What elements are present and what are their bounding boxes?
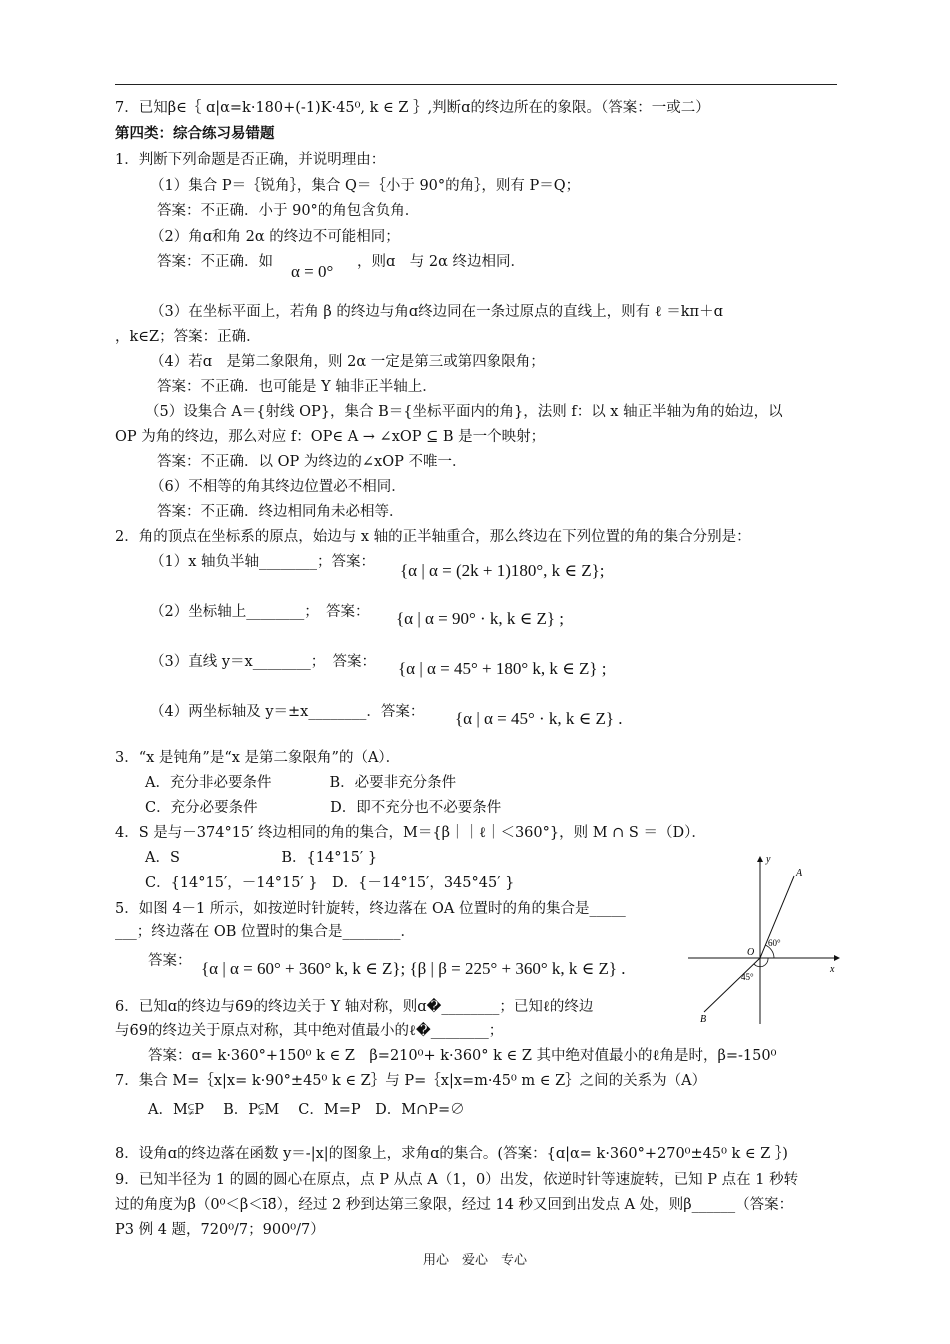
q5-cont: ___；终边落在 OB 位置时的集合是________． bbox=[115, 924, 416, 940]
formula-q5: {α | α = 60° + 360° k, k ∈ Z}; {β | β = 225° + 360° k, k ∈ Z} . bbox=[201, 959, 626, 978]
section-title: 第四类：综合练习易错题 bbox=[115, 125, 275, 142]
q3-options-ab: A．充分非必要条件 B．必要非充分条件 bbox=[145, 775, 457, 791]
q6-cont: 与6̄9的终边关于原点对称，其中绝对值最小的ℓ�________； bbox=[115, 1023, 504, 1039]
q2-4: （4）两坐标轴及 y＝±x________．答案： bbox=[150, 704, 425, 720]
q1-1-answer: 答案：不正确．小于 90°的角包含负角． bbox=[157, 203, 420, 219]
x-axis-arrow bbox=[834, 955, 840, 961]
q3-stem: 3．“x 是钝角”是“x 是第二象限角”的（A）． bbox=[115, 750, 401, 766]
formula-alpha-zero: α = 0° bbox=[291, 262, 334, 281]
q1-stem: 1．判断下列命题是否正确，并说明理由： bbox=[115, 152, 386, 168]
header-rule bbox=[115, 84, 837, 85]
q5-answer-label: 答案： bbox=[148, 953, 192, 969]
figure-4-1 bbox=[684, 852, 844, 1030]
formula-q2-3: {α | α = 45° + 180° k, k ∈ Z} ; bbox=[398, 659, 607, 678]
q1-3-cont: ，k∈Z；答案：正确． bbox=[115, 329, 261, 345]
ray-a-label: A bbox=[796, 868, 803, 879]
q4-options-cd: C．{14°15′，－14°15′ } D．{－14°15′，345°45′ } bbox=[145, 875, 515, 891]
q1-2-answer-a: 答案：不正确．如 bbox=[157, 254, 273, 270]
q1-1: （1）集合 P＝｛锐角｝，集合 Q＝｛小于 90°的角｝，则有 P＝Q； bbox=[150, 178, 581, 194]
q9-cont: 过的角度为β（0⁰＜β＜ī8̄），经过 2 秒到达第三象限，经过 14 秒又回到出发点 A 处，则β______（答案： bbox=[115, 1197, 794, 1213]
formula-q2-2: {α | α = 90° · k, k ∈ Z} ; bbox=[396, 609, 565, 628]
angle-60-label: 60° bbox=[768, 938, 781, 948]
q8-stem: 8．设角ɑ的终边落在函数 y＝-|x|的图象上，求角ɑ的集合。(答案：{ɑ|α= k·360°+270⁰±45⁰ k ∈ Z ｝) bbox=[115, 1146, 788, 1162]
origin-label: O bbox=[747, 947, 755, 958]
q6-answer: 答案：ɑ= k·360°+150⁰ k ∈ Z β=210⁰+ k·360° k ∈ Z 其中绝对值最小的ℓ角是时，β=-150⁰ bbox=[148, 1048, 777, 1064]
q7-options: A．M⫋P B．P⫋M C．M=P D．M∩P=∅ bbox=[148, 1102, 465, 1118]
q1-5-answer: 答案：不正确．以 OP 为终边的∠xOP 不唯一． bbox=[157, 454, 467, 470]
q9-stem: 9．已知半径为 1 的圆的圆心在原点，点 P 从点 A（1，0）出发，依逆时针等速旋转，已知 P 点在 1 秒转 bbox=[115, 1172, 799, 1188]
q4-stem: 4．S 是与－374°15′ 终边相同的角的集合，M＝{β｜｜ℓ｜＜360°}，则 M ∩ S ＝（D）． bbox=[115, 825, 706, 841]
q1-3: （3）在坐标平面上，若角 β 的终边与角ɑ终边同在一条过原点的直线上，则有 ℓ ＝kπ＋ɑ bbox=[150, 304, 723, 320]
q1-5: （5）设集合 A＝{射线 OP}，集合 B＝{坐标平面内的角}，法则 f：以 x 轴正半轴为角的始边，以 bbox=[145, 404, 783, 420]
q1-6: （6）不相等的角其终边位置必不相同． bbox=[150, 479, 406, 495]
q1-4-answer: 答案：不正确．也可能是 Y 轴非正半轴上． bbox=[157, 379, 437, 395]
q7-stem: 7．集合 M=｛x|x= k·90°±45⁰ k ∈ Z｝与 P=｛x|x=m·45⁰ m ∈ Z｝之间的关系为（A） bbox=[115, 1073, 707, 1089]
angle-45-label: 45° bbox=[741, 972, 754, 982]
q2-3: （3）直线 y＝x________； 答案： bbox=[150, 654, 376, 670]
q9-cont2: P3 例 4 题，720⁰/7；900⁰/7） bbox=[115, 1222, 325, 1238]
q1-6-answer: 答案：不正确．终边相同角未必相等． bbox=[157, 504, 404, 520]
q1-4: （4）若ɑ 是第二象限角，则 2α 一定是第三或第四象限角； bbox=[150, 354, 545, 370]
q3-options-cd: C．充分必要条件 D．即不充分也不必要条件 bbox=[145, 800, 502, 816]
page-footer: 用心 爱心 专心 bbox=[422, 1253, 527, 1268]
q6-stem: 6．已知ɑ的终边与6̄9的终边关于 Y 轴对称，则ɑ�________；已知ℓ的终边 bbox=[115, 999, 594, 1015]
q1-2-answer-b: ，则ɑ 与 2α 终边相同． bbox=[357, 254, 526, 270]
formula-q2-4: {α | α = 45° · k, k ∈ Z} . bbox=[455, 709, 623, 728]
q2-stem: 2．角的顶点在坐标系的原点，始边与 x 轴的正半轴重合，那么终边在下列位置的角的集合分别是： bbox=[115, 529, 751, 545]
q7-part3: 7．已知β∈｛ ɑ|α=k·180+(-1)K·45⁰, k ∈ Z ｝,判断ɑ的终边所在的象限。（答案：一或二） bbox=[115, 100, 710, 116]
x-axis-label: x bbox=[830, 964, 835, 975]
q1-5-cont: OP 为角的终边，那么对应 f：OP∈ A → ∠xOP ⊆ B 是一个映射； bbox=[115, 429, 546, 445]
y-axis-arrow bbox=[757, 856, 763, 862]
y-axis-label: y bbox=[766, 854, 771, 865]
q1-2: （2）角ɑ和角 2α 的终边不可能相同； bbox=[150, 229, 400, 245]
q2-2: （2）坐标轴上________； 答案： bbox=[150, 604, 370, 620]
q4-options-ab: A．S B．{14°15′ } bbox=[145, 850, 378, 866]
ray-ob bbox=[704, 958, 760, 1012]
formula-q2-1: {α | α = (2k + 1)180°, k ∈ Z}; bbox=[400, 561, 605, 580]
q5-stem: 5．如图 4－1 所示，如按逆时针旋转，终边落在 OA 位置时的角的集合是_____ bbox=[115, 901, 626, 917]
q2-1: （1）x 轴负半轴________；答案： bbox=[150, 554, 376, 570]
ray-b-label: B bbox=[700, 1014, 707, 1025]
